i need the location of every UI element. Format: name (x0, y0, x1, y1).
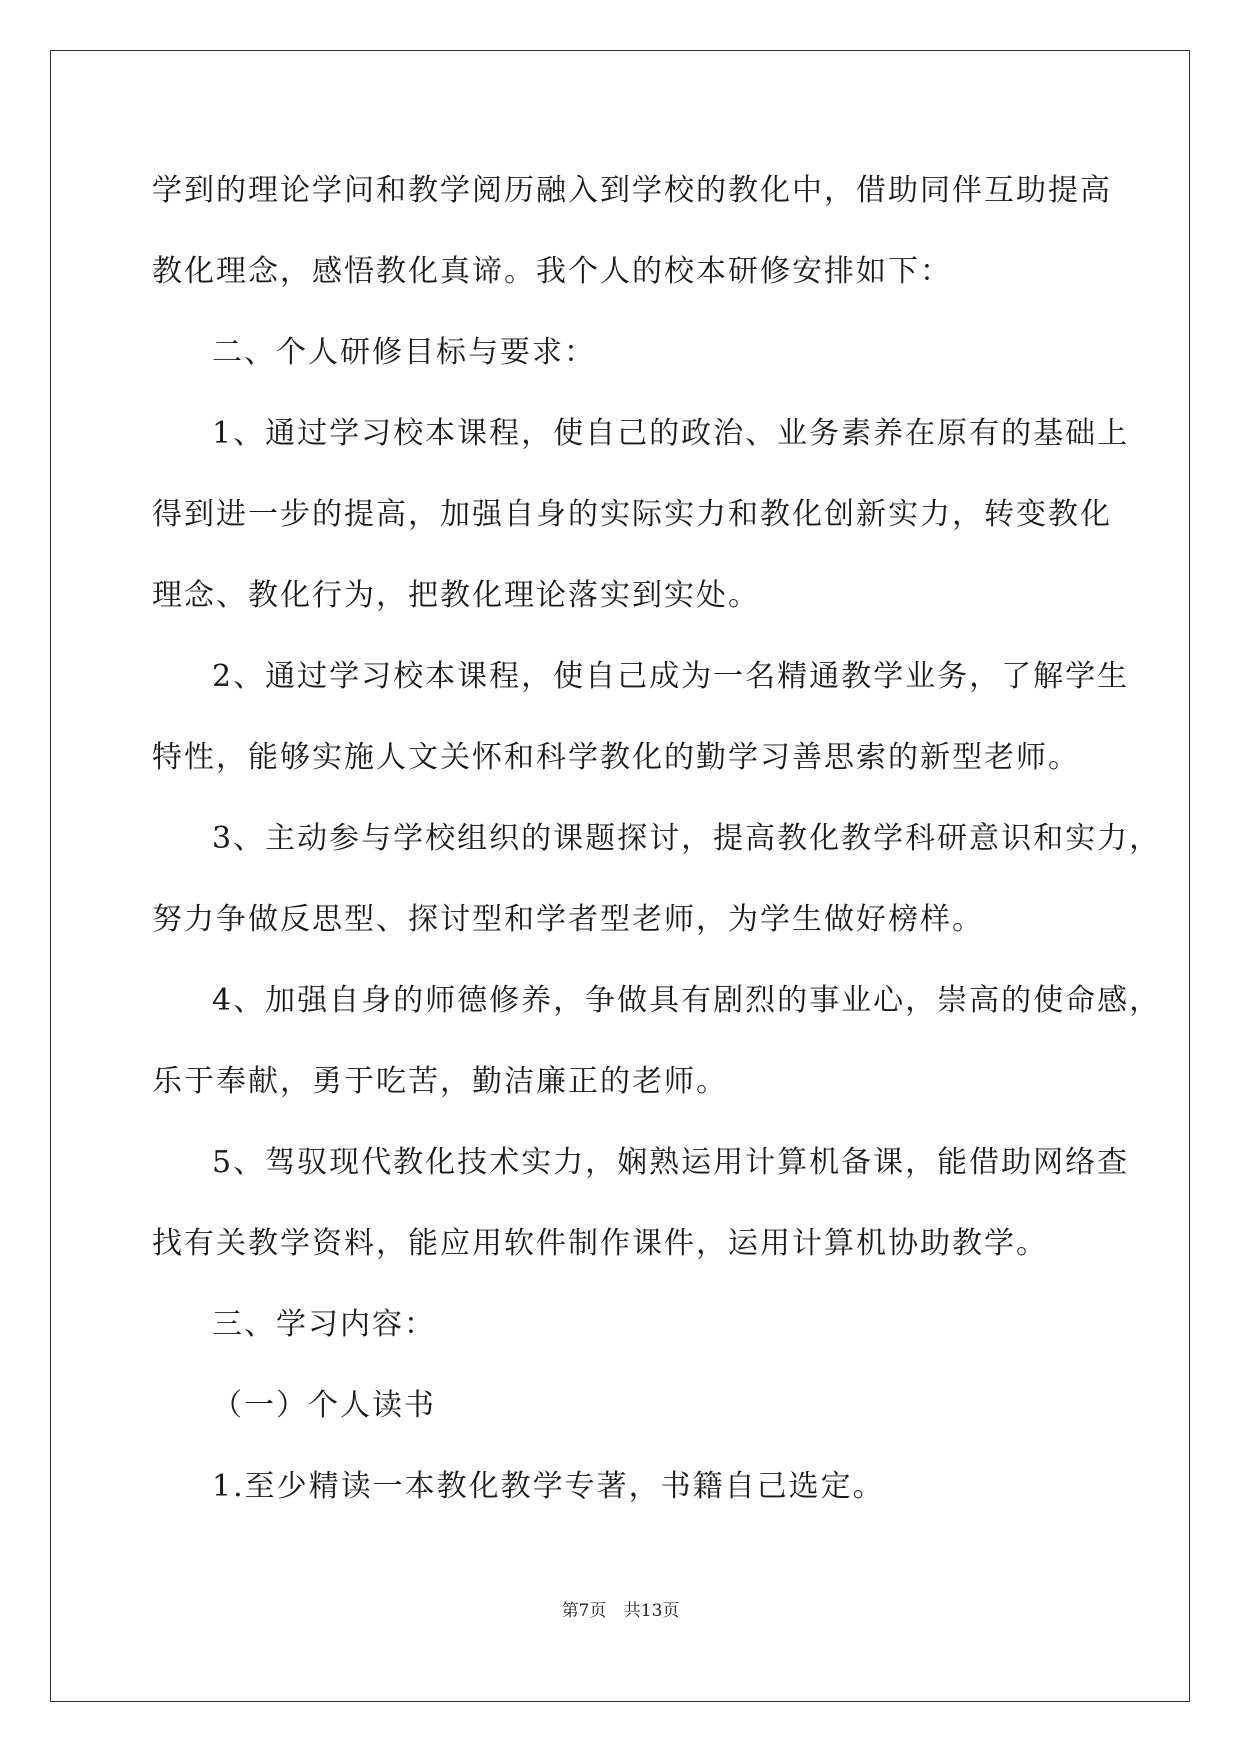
page-number-total: 共13页 (623, 1601, 680, 1621)
text-line: 理念、教化行为，把教化理论落实到实处。 (152, 578, 760, 613)
page-footer (0, 1596, 1241, 1621)
subsection-heading: （一）个人读书 (212, 1388, 436, 1423)
section-heading: 二、个人研修目标与要求： (212, 335, 596, 370)
text-line: 找有关教学资料，能应用软件制作课件，运用计算机协助教学。 (152, 1226, 1048, 1261)
section-heading: 三、学习内容： (212, 1307, 436, 1342)
text-line: 得到进一步的提高，加强自身的实际实力和教化创新实力，转变教化 (152, 497, 1112, 532)
text-line: 1.至少精读一本教化教学专著，书籍自己选定。 (212, 1469, 885, 1504)
page-number-current: 第7页 (561, 1601, 607, 1621)
text-line: 乐于奉献，勇于吃苦，勤洁廉正的老师。 (152, 1064, 728, 1099)
text-line: 5、驾驭现代教化技术实力，娴熟运用计算机备课，能借助网络查 (212, 1145, 1130, 1180)
text-line: 3、主动参与学校组织的课题探讨，提高教化教学科研意识和实力， (212, 821, 1162, 856)
text-line: 1、通过学习校本课程，使自己的政治、业务素养在原有的基础上 (212, 416, 1130, 451)
document-body (152, 160, 1162, 1537)
text-line: 努力争做反思型、探讨型和学者型老师，为学生做好榜样。 (152, 902, 984, 937)
text-line: 学到的理论学问和教学阅历融入到学校的教化中，借助同伴互助提高 (152, 173, 1112, 208)
text-line: 教化理念，感悟教化真谛。我个人的校本研修安排如下： (152, 254, 952, 289)
text-line: 2、通过学习校本课程，使自己成为一名精通教学业务，了解学生 (212, 659, 1130, 694)
text-line: 4、加强自身的师德修养，争做具有剧烈的事业心，崇高的使命感， (212, 983, 1162, 1018)
text-line: 特性，能够实施人文关怀和科学教化的勤学习善思索的新型老师。 (152, 740, 1080, 775)
